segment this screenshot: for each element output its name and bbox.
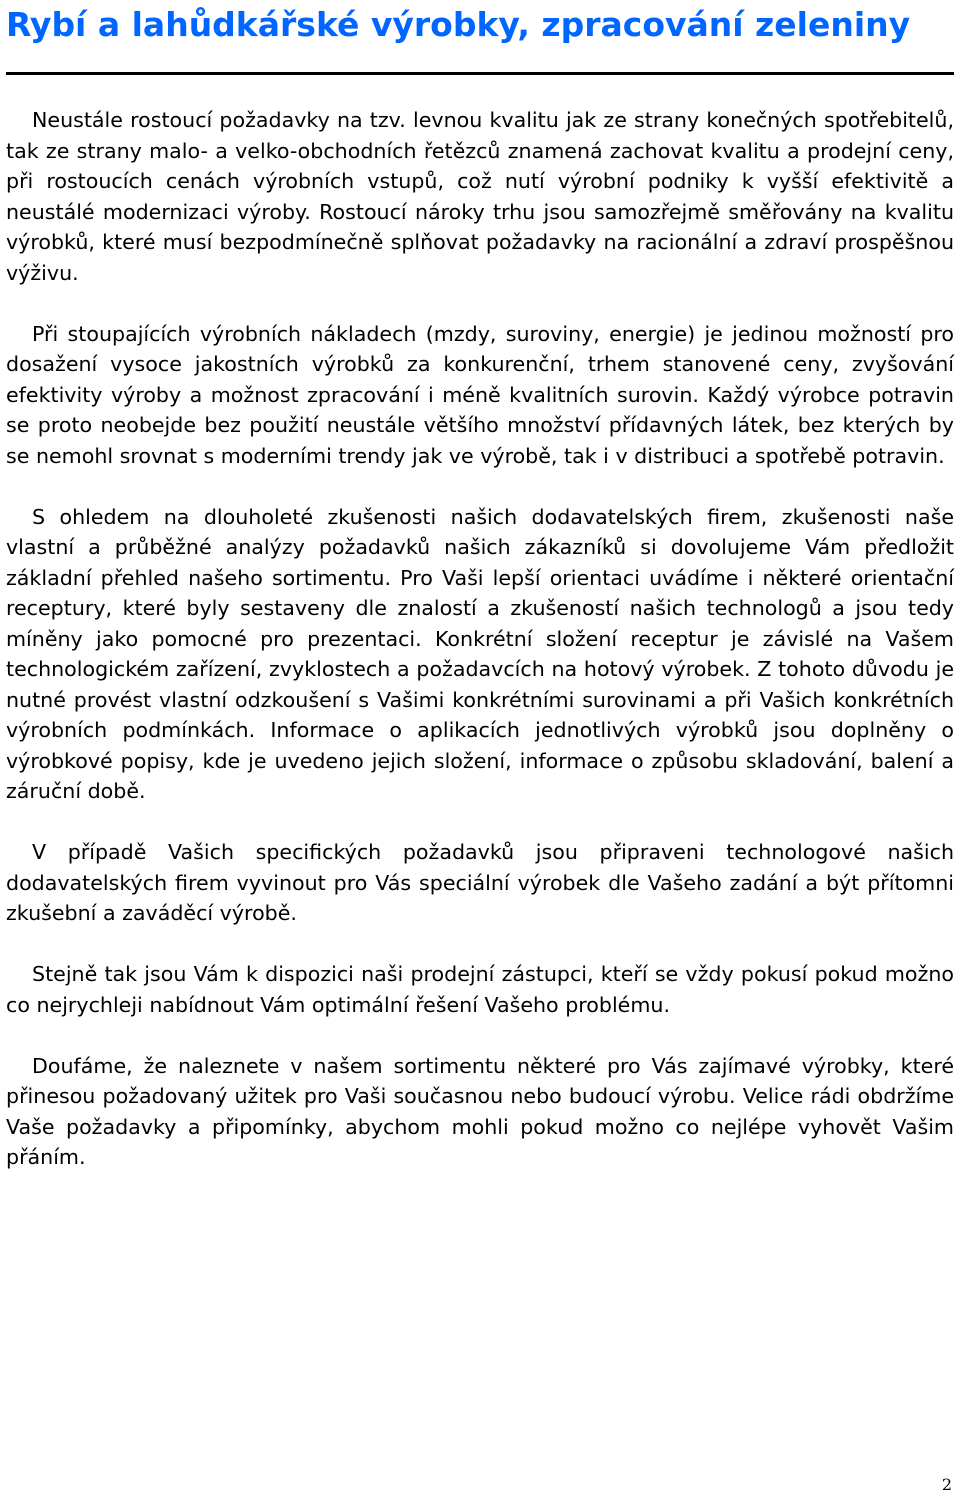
title-divider (6, 72, 954, 75)
paragraph-6: Doufáme, že naleznete v našem sortimentu některé pro Vás zajímavé výrobky, které přinesou požadovaný užitek pro Vaši současnou nebo budoucí výrobu. Velice rádi obdržíme Vaše požadavky a připomínky, abychom mohli pokud možno co nejlépe vyhovět Vašim přáním. (6, 1053, 954, 1169)
document-page (6, 0, 954, 1203)
page-title: Rybí a lahůdkářské výrobky, zpracování zeleniny (6, 5, 911, 44)
paragraph-2: Při stoupajících výrobních nákladech (mzdy, suroviny, energie) je jedinou možností pro dosažení vysoce jakostních výrobků za konkurenční, trhem stanovené ceny, zvyšování efektivity výroby a možnost zpracování i méně kvalitních surovin. Každý výrobce potravin se proto neobejde bez použití neustále většího množství přídavných látek, bez kterých by se nemohl srovnat s moderními trendy jak ve výrobě, tak i v distribuci a spotřebě potravin. (6, 321, 954, 468)
page-number: 2 (941, 1475, 952, 1494)
paragraph-3: S ohledem na dlouholeté zkušenosti našich dodavatelských firem, zkušenosti naše vlastní a průběžné analýzy požadavků našich zákazníků si dovolujeme Vám předložit základní přehled našeho sortimentu. Pro Vaši lepší orientaci uvádíme i některé orientační receptury, které byly sestaveny dle znalostí a zkušeností našich technologů a jsou tedy míněny jako pomocné pro prezentaci. Konkrétní složení receptur je závislé na Vašem technologickém zařízení, zvyklostech a požadavcích na hotový výrobek. Z tohoto důvodu je nutné provést vlastní odzkoušení s Vašimi konkrétními surovinami a při Vašich konkrétních výrobních podmínkách. Informace o aplikacích jednotlivých výrobků jsou doplněny o výrobkové popisy, kde je uvedeno jejich složení, informace o způsobu skladování, balení a záruční době. (6, 504, 954, 803)
paragraph-4: V případě Vašich specifických požadavků jsou připraveni technologové našich dodavatelských firem vyvinout pro Vás speciální výrobek dle Vašeho zadání a být přítomni zkušební a zaváděcí výrobě. (6, 840, 954, 925)
body-text (6, 105, 954, 1173)
paragraph-5: Stejně tak jsou Vám k dispozici naši prodejní zástupci, kteří se vždy pokusí pokud možno co nejrychleji nabídnout Vám optimální řešení Vašeho problému. (6, 962, 954, 1017)
paragraph-1: Neustále rostoucí požadavky na tzv. levnou kvalitu jak ze strany konečných spotřebitelů, tak ze strany malo- a velko-obchodních řetězců znamená zachovat kvalitu a prodejní ceny, při rostoucích cenách výrobních vstupů, což nutí výrobní podniky k vyšší efektivitě a neustálé modernizaci výroby. Rostoucí nároky trhu jsou samozřejmě směřovány na kvalitu výrobků, které musí bezpodmínečně splňovat požadavky na racionální a zdraví prospěšnou výživu. (6, 108, 954, 285)
